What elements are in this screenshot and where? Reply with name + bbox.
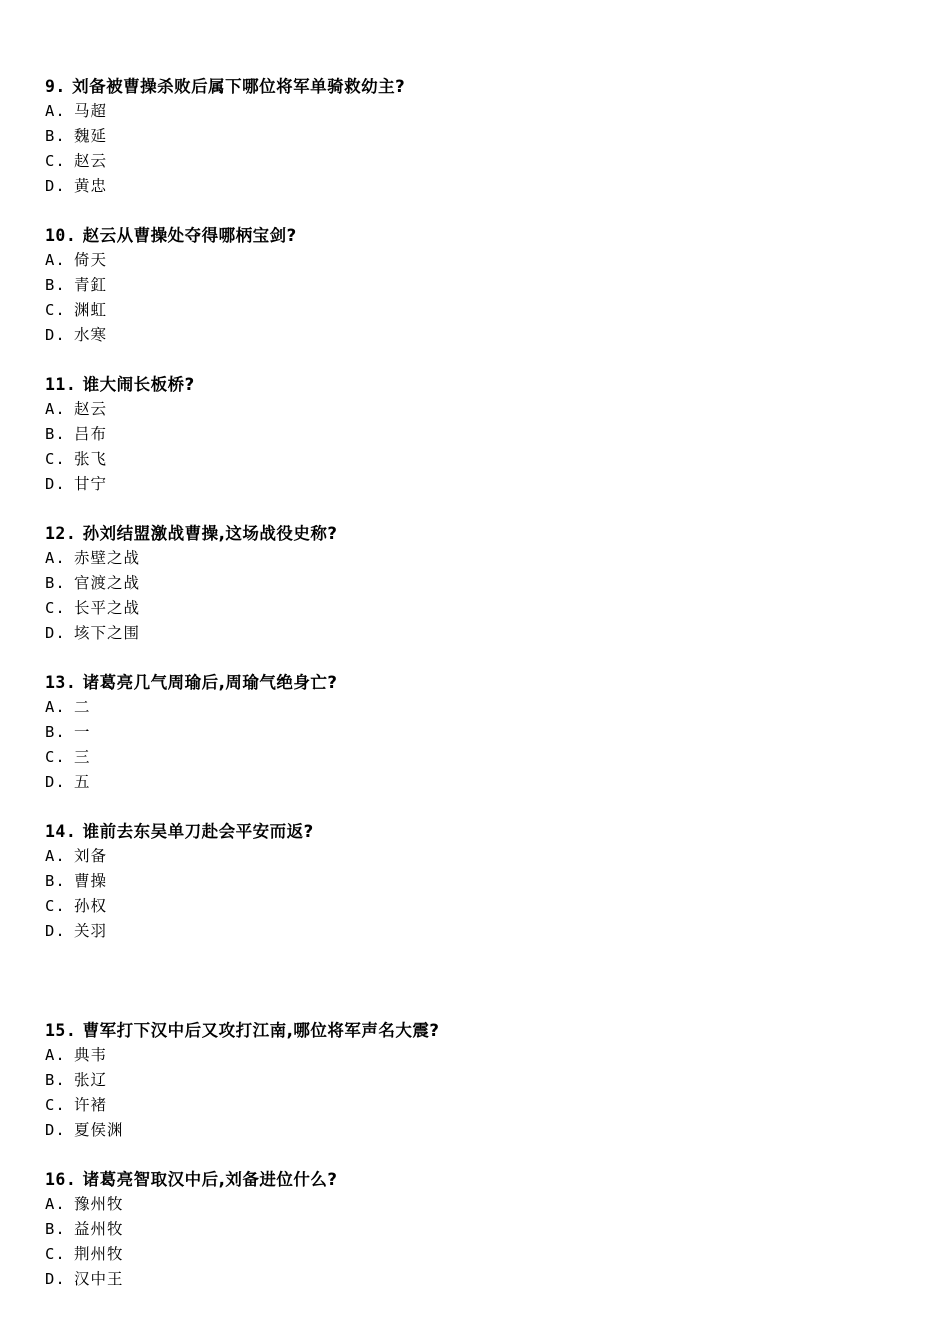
option-c <box>45 745 905 770</box>
option-letter: B. <box>45 1220 66 1238</box>
question-text: 孙刘结盟激战曹操,这场战役史称? <box>82 524 338 543</box>
question-number: 11. <box>45 375 77 394</box>
option-d <box>45 323 905 348</box>
option-d <box>45 770 905 795</box>
option-c <box>45 298 905 323</box>
option-b <box>45 869 905 894</box>
option-letter: A. <box>45 102 66 120</box>
option-text: 张飞 <box>74 450 108 468</box>
question-12 <box>45 521 905 646</box>
question-text: 谁前去东吴单刀赴会平安而返? <box>82 822 314 841</box>
option-letter: B. <box>45 127 66 145</box>
question-number: 14. <box>45 822 77 841</box>
option-a <box>45 1043 905 1068</box>
option-d <box>45 919 905 944</box>
option-letter: B. <box>45 276 66 294</box>
option-letter: D. <box>45 326 66 344</box>
option-text: 马超 <box>74 102 108 120</box>
question-number: 12. <box>45 524 77 543</box>
option-a <box>45 397 905 422</box>
option-letter: B. <box>45 1071 66 1089</box>
option-text: 二 <box>74 698 91 716</box>
question-title <box>45 1018 905 1043</box>
option-text: 豫州牧 <box>74 1195 124 1213</box>
option-d <box>45 174 905 199</box>
option-text: 孙权 <box>74 897 108 915</box>
option-letter: C. <box>45 599 66 617</box>
question-title <box>45 372 905 397</box>
option-b <box>45 1217 905 1242</box>
question-15 <box>45 1018 905 1143</box>
option-text: 三 <box>74 748 91 766</box>
option-text: 甘宁 <box>74 475 108 493</box>
option-letter: C. <box>45 450 66 468</box>
option-letter: A. <box>45 549 66 567</box>
option-text: 益州牧 <box>74 1220 124 1238</box>
option-letter: C. <box>45 301 66 319</box>
question-text: 赵云从曹操处夺得哪柄宝剑? <box>82 226 297 245</box>
question-title <box>45 521 905 546</box>
option-text: 长平之战 <box>74 599 141 617</box>
option-text: 五 <box>74 773 91 791</box>
option-letter: A. <box>45 698 66 716</box>
option-d <box>45 1118 905 1143</box>
option-letter: B. <box>45 872 66 890</box>
option-text: 汉中王 <box>74 1270 124 1288</box>
question-14 <box>45 819 905 944</box>
option-text: 典韦 <box>74 1046 108 1064</box>
option-text: 赵云 <box>74 152 108 170</box>
option-letter: D. <box>45 475 66 493</box>
option-a <box>45 844 905 869</box>
option-letter: C. <box>45 1096 66 1114</box>
option-letter: D. <box>45 1121 66 1139</box>
option-c <box>45 447 905 472</box>
option-text: 魏延 <box>74 127 108 145</box>
option-a <box>45 99 905 124</box>
question-text: 诸葛亮智取汉中后,刘备进位什么? <box>82 1170 338 1189</box>
option-letter: C. <box>45 1245 66 1263</box>
option-letter: D. <box>45 177 66 195</box>
option-d <box>45 472 905 497</box>
question-text: 诸葛亮几气周瑜后,周瑜气绝身亡? <box>82 673 338 692</box>
option-a <box>45 695 905 720</box>
question-number: 15. <box>45 1021 77 1040</box>
option-a <box>45 1192 905 1217</box>
option-c <box>45 149 905 174</box>
option-text: 倚天 <box>74 251 108 269</box>
question-number: 9. <box>45 77 66 96</box>
option-letter: D. <box>45 922 66 940</box>
option-text: 赤壁之战 <box>74 549 141 567</box>
option-letter: B. <box>45 425 66 443</box>
option-text: 赵云 <box>74 400 108 418</box>
option-text: 一 <box>74 723 91 741</box>
option-text: 曹操 <box>74 872 108 890</box>
question-title <box>45 223 905 248</box>
option-b <box>45 273 905 298</box>
option-b <box>45 124 905 149</box>
option-letter: C. <box>45 748 66 766</box>
option-text: 张辽 <box>74 1071 108 1089</box>
option-a <box>45 546 905 571</box>
option-text: 许褚 <box>74 1096 108 1114</box>
option-letter: D. <box>45 624 66 642</box>
question-title <box>45 819 905 844</box>
option-text: 荆州牧 <box>74 1245 124 1263</box>
question-10 <box>45 223 905 348</box>
quiz-document <box>45 74 905 1292</box>
question-16 <box>45 1167 905 1292</box>
option-letter: D. <box>45 1270 66 1288</box>
question-number: 16. <box>45 1170 77 1189</box>
option-text: 关羽 <box>74 922 108 940</box>
option-letter: D. <box>45 773 66 791</box>
option-c <box>45 894 905 919</box>
option-c <box>45 1093 905 1118</box>
option-letter: A. <box>45 847 66 865</box>
option-letter: A. <box>45 251 66 269</box>
question-title <box>45 1167 905 1192</box>
option-letter: A. <box>45 400 66 418</box>
option-text: 水寒 <box>74 326 108 344</box>
option-letter: B. <box>45 574 66 592</box>
option-b <box>45 571 905 596</box>
question-title <box>45 670 905 695</box>
option-letter: B. <box>45 723 66 741</box>
option-letter: C. <box>45 897 66 915</box>
option-text: 青釭 <box>74 276 108 294</box>
question-11 <box>45 372 905 497</box>
option-text: 刘备 <box>74 847 108 865</box>
option-text: 夏侯渊 <box>74 1121 124 1139</box>
option-b <box>45 720 905 745</box>
question-text: 刘备被曹操杀败后属下哪位将军单骑救幼主? <box>72 77 406 96</box>
question-13 <box>45 670 905 795</box>
option-c <box>45 596 905 621</box>
option-d <box>45 621 905 646</box>
option-text: 官渡之战 <box>74 574 141 592</box>
option-text: 渊虹 <box>74 301 108 319</box>
option-b <box>45 1068 905 1093</box>
option-letter: A. <box>45 1046 66 1064</box>
question-number: 10. <box>45 226 77 245</box>
question-text: 谁大闹长板桥? <box>82 375 195 394</box>
option-c <box>45 1242 905 1267</box>
option-b <box>45 422 905 447</box>
question-title <box>45 74 905 99</box>
question-text: 曹军打下汉中后又攻打江南,哪位将军声名大震? <box>82 1021 440 1040</box>
option-letter: C. <box>45 152 66 170</box>
question-number: 13. <box>45 673 77 692</box>
option-text: 黄忠 <box>74 177 108 195</box>
option-a <box>45 248 905 273</box>
option-letter: A. <box>45 1195 66 1213</box>
option-text: 垓下之围 <box>74 624 141 642</box>
option-text: 吕布 <box>74 425 108 443</box>
option-d <box>45 1267 905 1292</box>
question-9 <box>45 74 905 199</box>
